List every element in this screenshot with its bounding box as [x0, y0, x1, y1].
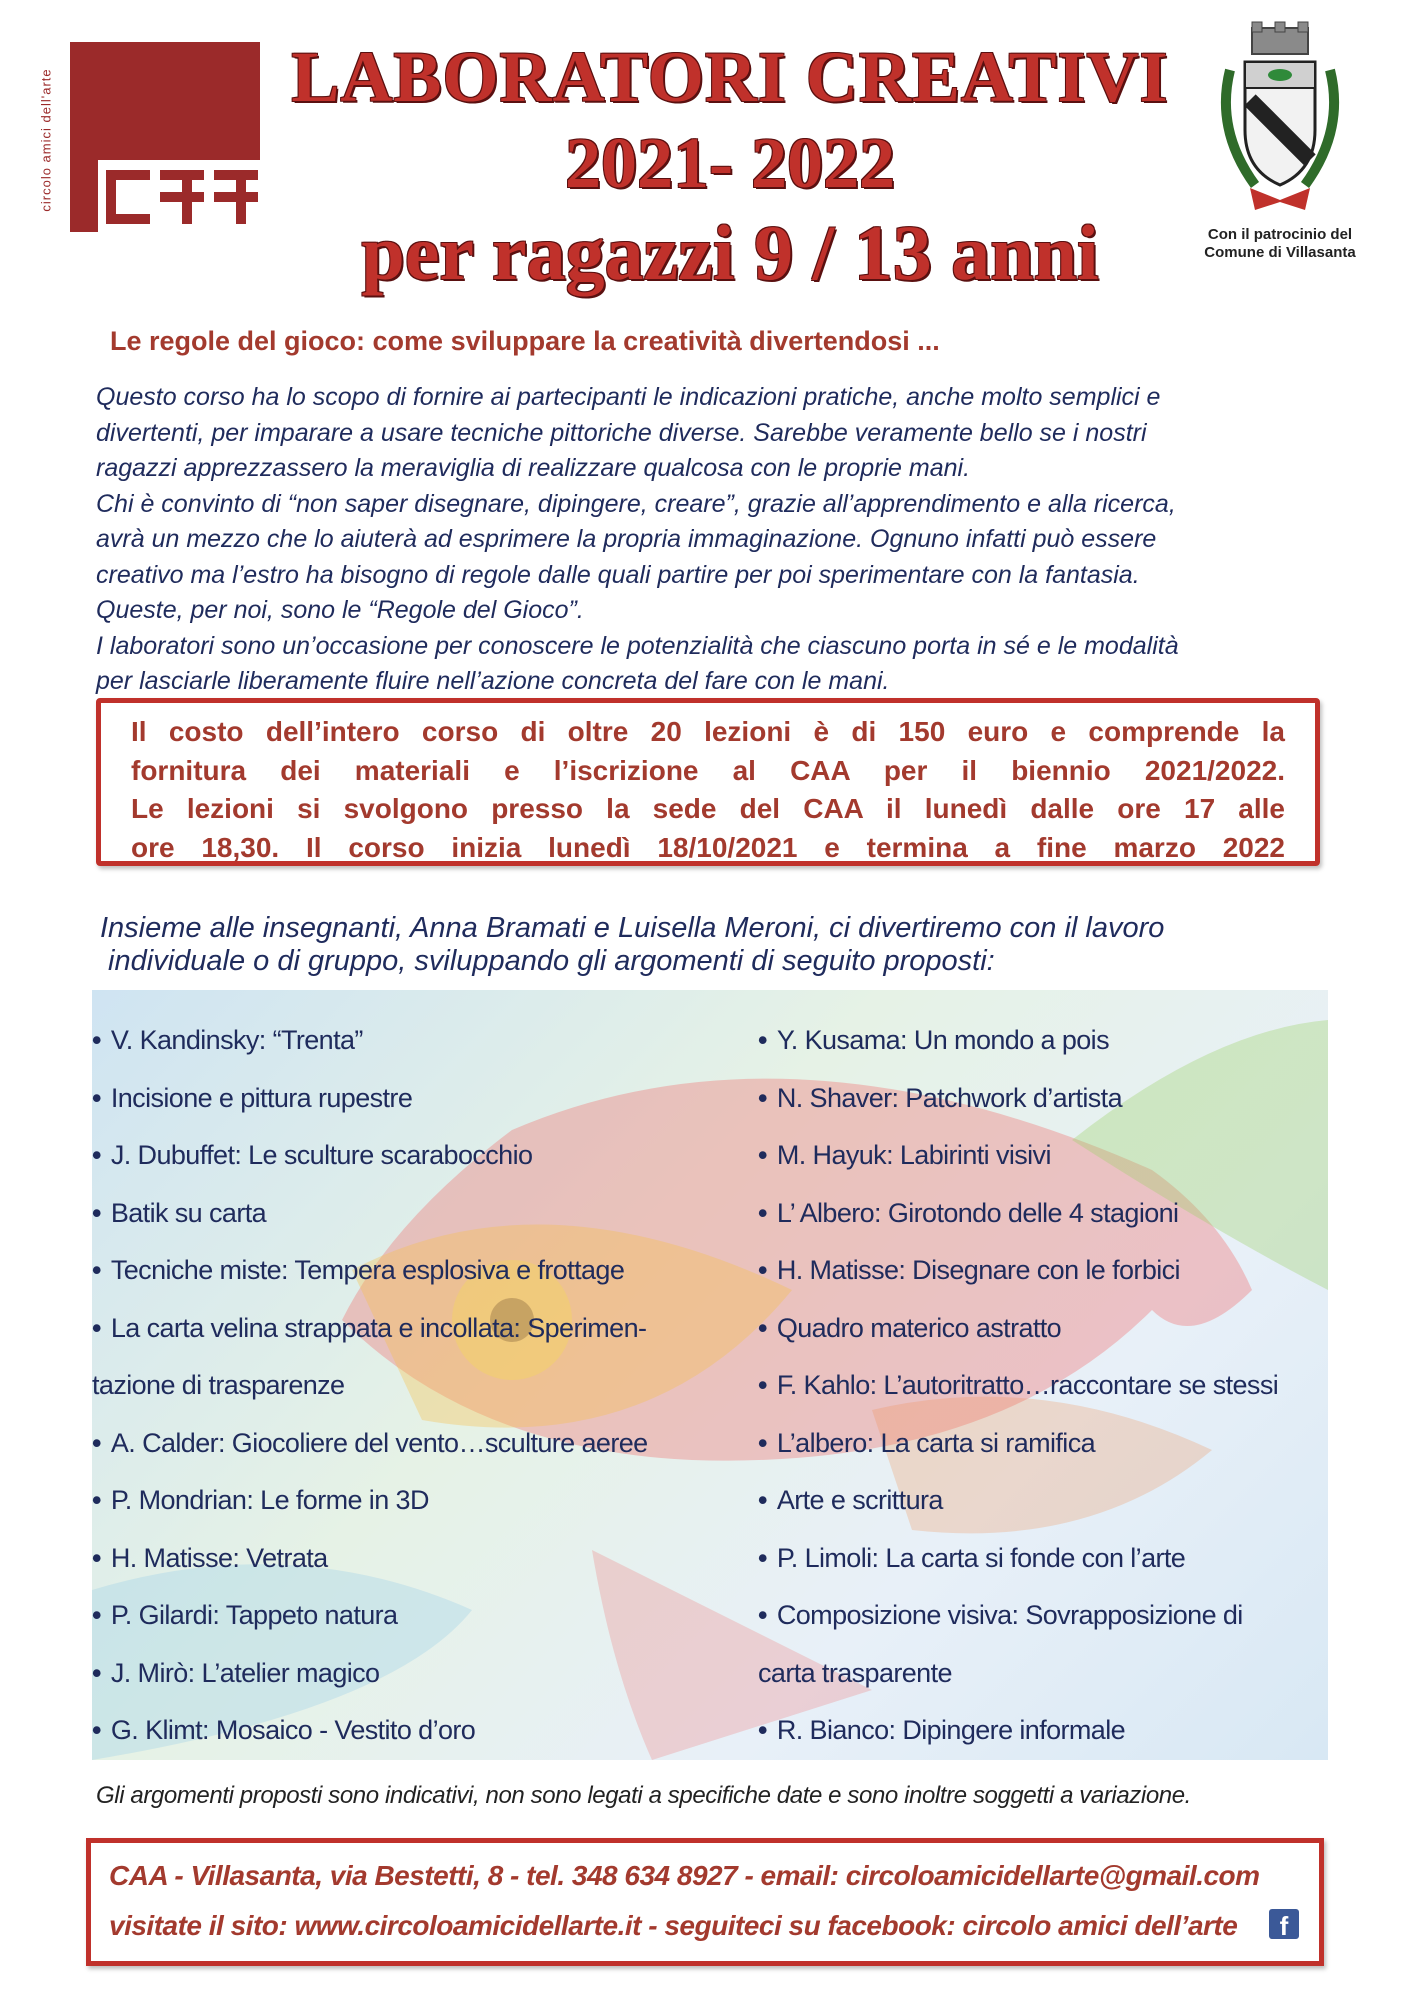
topic-label: J. Mirò: L’atelier magico — [110, 1657, 380, 1688]
topic-label: L’albero: La carta si ramifica — [776, 1427, 1096, 1458]
intro-line: per lasciarle liberamente fluire nell’azione concreta del fare con le mani. — [96, 667, 890, 695]
topics-left-column — [92, 1012, 732, 1760]
intro-line: I laboratori sono un’occasione per conoscere le potenzialità che ciascuno porta in sé e le modalità — [96, 631, 1179, 660]
bullet-icon: • — [758, 1715, 767, 1745]
intro-line: avrà un mezzo che lo aiuterà ad esprimere la propria immaginazione. Ognuno infatti può essere — [96, 525, 1157, 553]
bullet-icon: • — [758, 1600, 767, 1630]
intro-line: Chi è convinto di “non saper disegnare, dipingere, creare”, grazie all’apprendimento e alla ricerca, — [96, 489, 1176, 518]
bullet-icon: • — [758, 1255, 767, 1285]
topic-label: J. Dubuffet: Le sculture scarabocchio — [110, 1140, 533, 1170]
topic-label: N. Shaver: Patchwork d’artista — [776, 1082, 1123, 1113]
topic-label: carta trasparente — [758, 1657, 952, 1688]
topic-label: P. Mondrian: Le forme in 3D — [110, 1485, 429, 1515]
topic-item — [92, 1530, 732, 1588]
bullet-icon: • — [92, 1197, 101, 1228]
topic-label: M. Hayuk: Labirinti visivi — [776, 1140, 1051, 1170]
title-line-1: LABORATORI CREATIVI — [291, 37, 1169, 117]
cost-line: Le lezioni si svolgono presso la sede del CAA il lunedì dalle ore 17 alle — [131, 793, 1285, 824]
topic-label: Tecniche miste: Tempera esplosiva e frottage — [110, 1255, 625, 1285]
bullet-icon: • — [92, 1255, 101, 1285]
topic-label: Composizione visiva: Sovrapposizione di — [776, 1600, 1243, 1630]
topic-item — [92, 1070, 732, 1128]
bullet-icon: • — [92, 1312, 101, 1343]
title-line-2: 2021- 2022 — [565, 123, 895, 203]
topic-label: La carta velina strappata e incollata: Sperimen- — [110, 1312, 647, 1343]
topic-item — [92, 1645, 732, 1703]
topic-label: F. Kahlo: L’autoritratto…raccontare se stessi — [776, 1370, 1279, 1400]
topic-item — [92, 1587, 732, 1645]
bullet-icon: • — [92, 1025, 101, 1055]
caa-logo — [70, 42, 260, 232]
topic-label: Batik su carta — [110, 1197, 267, 1228]
topic-item — [92, 1300, 732, 1358]
patronage-line-2: Comune di Villasanta — [1204, 244, 1356, 261]
topic-label: G. Klimt: Mosaico - Vestito d’oro — [110, 1715, 476, 1745]
topic-item — [758, 1472, 1328, 1530]
bullet-icon: • — [92, 1485, 101, 1515]
topic-label: Y. Kusama: Un mondo a pois — [776, 1025, 1109, 1055]
bullet-icon: • — [758, 1370, 767, 1400]
title-line-3: per ragazzi 9 / 13 anni — [361, 209, 1099, 296]
intro-line: divertenti, per imparare a usare tecniche pittoriche diverse. Sarebbe veramente bello se i nostri — [96, 418, 1147, 447]
logo-side-text — [28, 40, 64, 240]
cost-line: ore 18,30. Il corso inizia lunedì 18/10/2021 e termina a fine marzo 2022 — [131, 831, 1285, 863]
bullet-icon: • — [758, 1542, 767, 1573]
topic-label: P. Gilardi: Tappeto natura — [110, 1600, 398, 1630]
topic-item — [92, 1472, 732, 1530]
bullet-icon: • — [92, 1657, 101, 1688]
teachers-line-2: individuale o di gruppo, sviluppando gli argomenti di seguito proposti: — [100, 945, 995, 977]
villasanta-crest-icon — [1210, 20, 1350, 220]
topic-label: Arte e scrittura — [776, 1485, 943, 1515]
intro-line: creativo ma l’estro ha bisogno di regole dalle quali partire per poi sperimentare con la fantasia. — [96, 560, 1140, 589]
topic-item — [92, 1242, 732, 1300]
topic-item — [758, 1702, 1328, 1760]
bullet-icon: • — [758, 1082, 767, 1113]
topic-item — [758, 1070, 1328, 1128]
cost-text — [131, 713, 1285, 867]
intro-line: ragazzi apprezzassero la meraviglia di realizzare qualcosa con le proprie mani. — [96, 454, 971, 482]
topic-item — [92, 1012, 732, 1070]
topics-panel — [92, 990, 1328, 1760]
cost-line: fornitura dei materiali e l’iscrizione al CAA per il biennio 2021/2022. — [131, 754, 1285, 786]
topic-item — [92, 1185, 732, 1243]
topic-label: P. Limoli: La carta si fonde con l’arte — [776, 1542, 1186, 1573]
bullet-icon: • — [92, 1140, 101, 1170]
teachers-intro — [100, 912, 1340, 978]
topic-label: L’ Albero: Girotondo delle 4 stagioni — [776, 1197, 1179, 1228]
subtitle: Le regole del gioco: come sviluppare la creatività divertendosi ... — [110, 326, 940, 356]
cost-box — [96, 698, 1320, 866]
bullet-icon: • — [758, 1140, 767, 1170]
topic-item — [758, 1645, 1328, 1703]
topic-item — [758, 1242, 1328, 1300]
patronage-line-1: Con il patrocinio del — [1207, 226, 1353, 243]
topic-item — [758, 1587, 1328, 1645]
contact-box — [86, 1838, 1324, 1966]
cost-line: Il costo dell’intero corso di oltre 20 lezioni è di 150 euro e comprende la — [131, 716, 1285, 747]
topics-right-column — [758, 1012, 1328, 1760]
bullet-icon: • — [758, 1312, 767, 1343]
topic-item — [92, 1415, 732, 1473]
logo-side-label: circolo amici dell'arte — [38, 68, 54, 212]
topic-label: R. Bianco: Dipingere informale — [776, 1715, 1126, 1745]
teachers-line-1: Insieme alle insegnanti, Anna Bramati e Luisella Meroni, ci divertiremo con il lavoro — [100, 912, 1165, 944]
intro-line: Queste, per noi, sono le “Regole del Gioco”. — [96, 596, 584, 624]
bullet-icon: • — [758, 1427, 767, 1458]
bullet-icon: • — [92, 1542, 101, 1573]
intro-line: Questo corso ha lo scopo di fornire ai partecipanti le indicazioni pratiche, anche molto semplici e — [96, 383, 1161, 411]
bullet-icon: • — [758, 1197, 767, 1228]
intro-paragraph — [96, 380, 1326, 700]
bullet-icon: • — [92, 1600, 101, 1630]
topic-item — [758, 1530, 1328, 1588]
bullet-icon: • — [758, 1025, 767, 1055]
bullet-icon: • — [92, 1082, 101, 1113]
topic-label: H. Matisse: Vetrata — [110, 1542, 328, 1573]
facebook-icon[interactable]: f — [1269, 1909, 1299, 1939]
topic-item — [758, 1127, 1328, 1185]
topic-item — [758, 1415, 1328, 1473]
contact-line-1[interactable]: CAA - Villasanta, via Bestetti, 8 - tel. 348 634 8927 - email: circoloamicidellarte@gmail.com — [109, 1860, 1260, 1891]
topic-item — [92, 1357, 732, 1415]
topic-label: V. Kandinsky: “Trenta” — [110, 1025, 363, 1055]
topic-item — [758, 1357, 1328, 1415]
bullet-icon: • — [92, 1427, 101, 1458]
topic-item — [92, 1702, 732, 1760]
topic-label: Incisione e pittura rupestre — [110, 1082, 413, 1113]
bullet-icon: • — [92, 1715, 101, 1745]
topic-item — [758, 1012, 1328, 1070]
topic-label: tazione di trasparenze — [92, 1370, 345, 1400]
contact-line-2[interactable]: visitate il sito: www.circoloamicidellarte.it - seguiteci su facebook: circolo amici dell’arte — [109, 1910, 1238, 1941]
disclaimer: Gli argomenti proposti sono indicativi, non sono legati a specifiche date e sono inoltre soggetti a variazione. — [96, 1782, 1191, 1809]
topic-label: H. Matisse: Disegnare con le forbici — [776, 1255, 1180, 1285]
topic-item — [758, 1185, 1328, 1243]
bullet-icon: • — [758, 1485, 767, 1515]
topic-label: A. Calder: Giocoliere del vento…sculture aeree — [110, 1427, 648, 1458]
topic-item — [92, 1127, 732, 1185]
topic-item — [758, 1300, 1328, 1358]
patronage-note — [1195, 226, 1365, 262]
topic-label: Quadro materico astratto — [776, 1312, 1062, 1343]
